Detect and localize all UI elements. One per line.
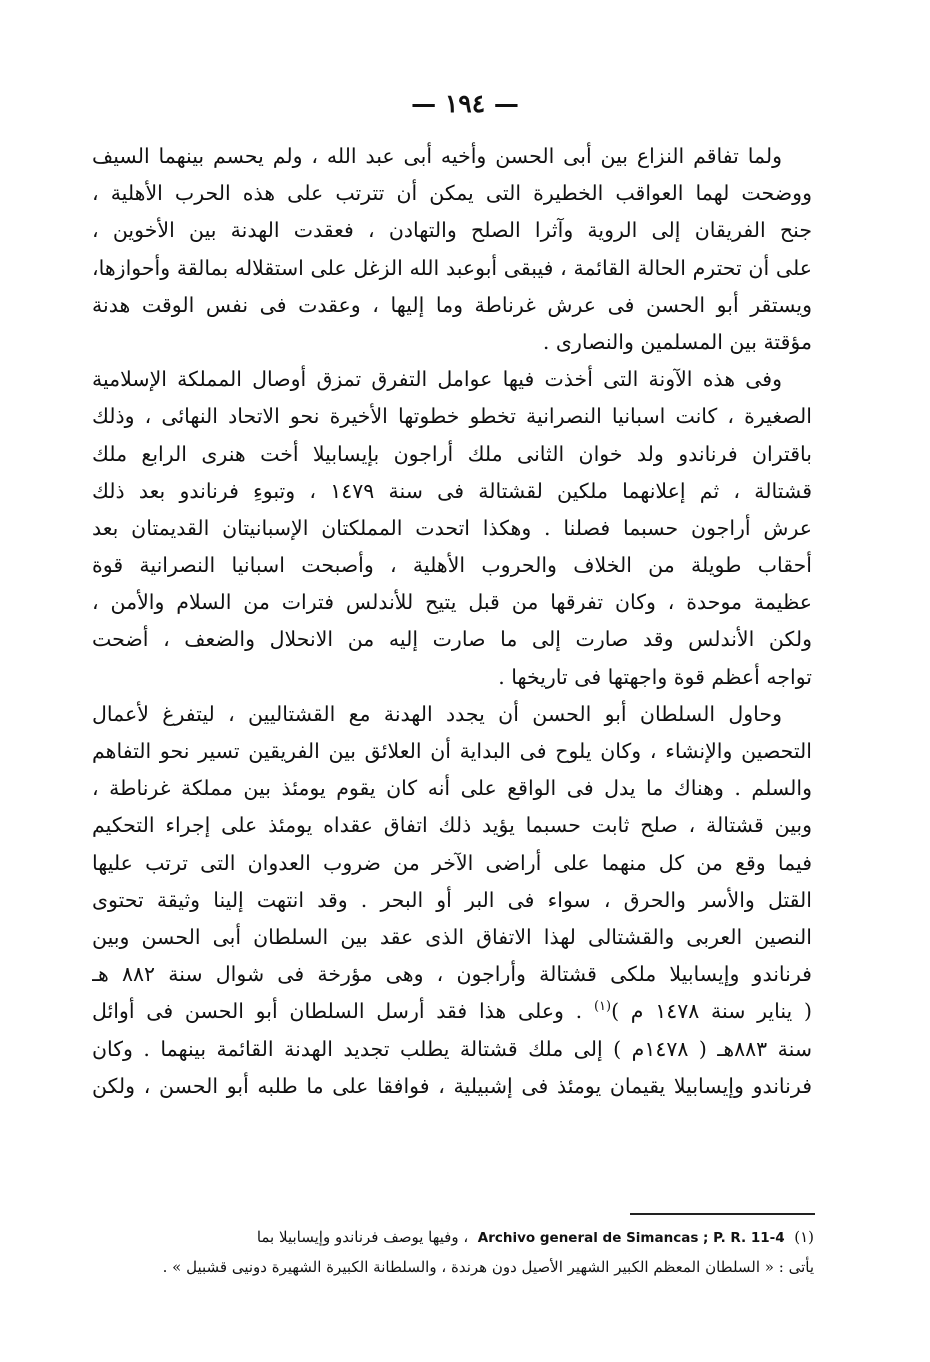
text-line: وحاول السلطان أبو الحسن أن يجدد الهدنة مع القشتاليين ، ليتفرغ لأعمال [92, 701, 782, 726]
footnote-line: يأتى : « السلطان المعظم الكبير الشهير الأصيل دون هرندة ، والسلطانة الكبيرة الشهيرة دونيى قشبيل » . [162, 1258, 814, 1276]
text-line: فرناندو وإيسابيلا ملكى قشتالة وأراجون ، وهى مؤرخة فى شوال سنة ٨٨٢ هـ [92, 962, 812, 987]
footnotes [92, 1222, 814, 1282]
text-line: على أن تحترم الحالة القائمة ، فيبقى أبوعبد الله الزغل على استقلاله بمالقة وأحوازها، [92, 255, 812, 280]
text-line: ويستقر أبو الحسن فى عرش غرناطة وما إليها ، وعقدت فى نفس الوقت هدنة [92, 292, 812, 317]
text-line: التحصين والإنشاء ، وكان يلوح فى البداية أن العلائق بين الفريقين تسير نحو التفاهم [92, 739, 812, 763]
text-line: الصغيرة ، كانت اسبانيا النصرانية تخطو خطوتها الأخيرة نحو الاتحاد النهائى ، وذلك [92, 404, 812, 429]
text-segment: ( يناير سنة ١٤٧٨ م ) [611, 999, 812, 1024]
text-line: قشتالة ، ثم إعلانهما ملكين لقشتالة فى سنة ١٤٧٩ ، وتبوءِ فرناندو بعد ذلك [92, 478, 812, 503]
text-line: ولما تفاقم النزاع بين أبى الحسن وأخيه أبى عبد الله ، ولم يحسم بينهما السيف [92, 144, 782, 168]
text-line: فيما وقع من كل منهما على أراضى الآخر من ضروب العدوان التى ترتب عليها [92, 850, 812, 875]
text-line: عظيمة موحدة ، وكان تفرقها من قبل يتيح للأندلس فترات من السلام والأمن ، [92, 590, 812, 615]
text-line: ولكن الأندلس وقد صارت إلى ما صارت إليه من الانحلال والضعف ، أضحت [92, 627, 812, 652]
text-line: باقتران فرناندو ولد خوان الثانى ملك أراجون بإيسابيلا أخت هنرى الرابع ملك [92, 441, 812, 466]
text-line: سنة ٨٨٣هـ ( ١٤٧٨م ) إلى ملك قشتالة يطلب تجديد الهدنة القائمة بينهما . وكان [92, 1036, 812, 1061]
text-segment: . وعلى هذا فقد أرسل السلطان أبو الحسن فى أوائل [92, 999, 583, 1024]
text-line: أحقاب طويلة من الخلاف والحروب الأهلية ، وأصبحت اسبانيا النصرانية قوة [92, 553, 812, 578]
footnote-line [92, 1222, 814, 1252]
text-line: النصين العربى والقشتالى لهذا الاتفاق الذى عقد بين السلطان أبى الحسن وبين [92, 924, 812, 949]
text-line-with-footnote [92, 993, 812, 1030]
text-line: تواجه أعظم قوة واجهتها فى تاريخها . [498, 664, 812, 689]
text-line: جنح الفريقان إلى الروية وآثرا الصلح والتهادن ، فعقدت الهدنة بين الأخوين ، [92, 218, 812, 243]
text-line: وفى هذه الآونة التى أخذت فيها عوامل التفرق تمزق أوصال المملكة الإسلامية [92, 367, 782, 392]
text-line: مؤقتة بين المسلمين والنصارى . [542, 329, 812, 354]
text-line: وبين قشتالة ، صلح ثابت حسبما يؤيد ذلك اتفاق عقداه يومئذ على إجراء التحكيم [92, 813, 812, 838]
footnote-number: (١) [794, 1228, 814, 1246]
text-line: عرش أراجون حسبما فصلنا . وهكذا اتحدت المملكتان الإسبانيتان القديمتان بعد [92, 515, 812, 540]
footnote-divider [630, 1213, 815, 1215]
text-line: القتل والأسر والحرق ، سواء فى البر أو البحر . وقد انتهت إلينا وثيقة تحتوى [92, 887, 812, 912]
text-line: ووضحت لهما العواقب الخطيرة التى يمكن أن تترتب على هذه الحرب الأهلية ، [92, 181, 812, 206]
footnote-text: ، وفيها يوصف فرناندو وإيسابيلا بما [256, 1228, 469, 1246]
main-text [92, 138, 812, 1105]
page-number: — ١٩٤ — [411, 89, 519, 118]
footnote-source: Archivo general de Simancas ; P. R. 11-4 [477, 1230, 785, 1246]
text-line: فرناندو وإيسابيلا يقيمان يومئذ فى إشبيلية ، فوافقا على ما طلبه أبو الحسن ، ولكن [92, 1073, 812, 1098]
footnote-reference[interactable]: (١) [593, 999, 612, 1015]
text-line: والسلم . وهناك ما يدل فى الواقع على أنه كان يقوم يومئذ بين مملكة غرناطة ، [92, 776, 812, 801]
